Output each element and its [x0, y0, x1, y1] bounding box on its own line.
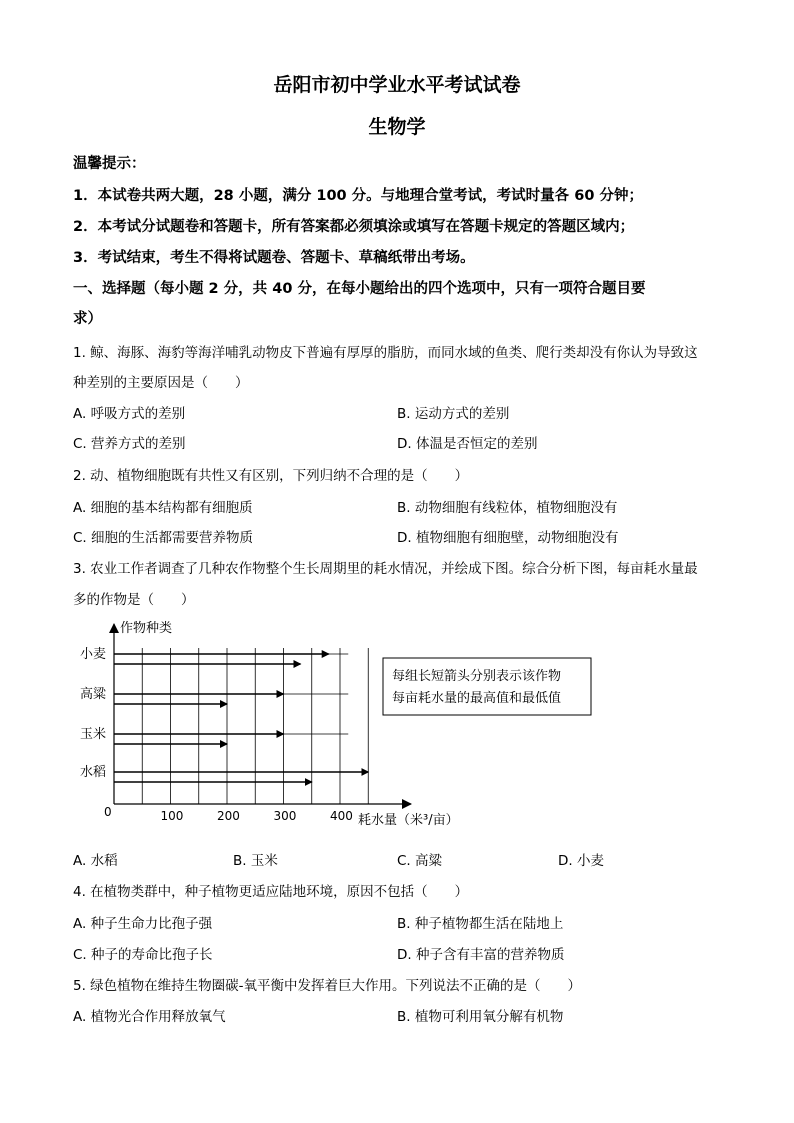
- option-a: A. 细胞的基本结构都有细胞质: [73, 500, 253, 516]
- subject-title: 生物学: [368, 116, 426, 138]
- tips-heading: 温馨提示：: [73, 156, 146, 172]
- option-d: D. 小麦: [558, 853, 604, 869]
- option-c: C. 细胞的生活都需要营养物质: [73, 530, 254, 546]
- option-d: D. 植物细胞有细胞壁，动物细胞没有: [397, 530, 619, 546]
- question-stem-cont: 多的作物是（ ）: [73, 592, 195, 608]
- x-tick-label: 100: [160, 809, 184, 823]
- option-d: D. 体温是否恒定的差别: [397, 436, 538, 452]
- x-tick-label: 300: [273, 809, 297, 823]
- option-c: C. 种子的寿命比孢子长: [73, 947, 213, 963]
- category-label: 玉米: [80, 727, 107, 742]
- note-box: [383, 658, 591, 715]
- question-stem: 5. 绿色植物在维持生物圈碳-氧平衡中发挥着巨大作用。下列说法不正确的是（ ）: [73, 978, 582, 994]
- option-a: A. 水稻: [73, 853, 118, 869]
- question-stem: 3. 农业工作者调查了几种农作物整个生长周期里的耗水情况，并绘成下图。综合分析下图，每亩耗水量最: [73, 561, 698, 577]
- note-line: 每亩耗水量的最高值和最低值: [392, 691, 562, 706]
- category-label: 水稻: [80, 765, 107, 780]
- option-a: A. 植物光合作用释放氧气: [73, 1009, 226, 1025]
- origin-label: 0: [104, 805, 112, 819]
- option-c: C. 营养方式的差别: [73, 436, 186, 452]
- section-title: 一、选择题（每小题 2 分，共 40 分，在每小题给出的四个选项中，只有一项符合题目要: [73, 281, 646, 297]
- option-a: A. 呼吸方式的差别: [73, 406, 186, 422]
- option-b: B. 动物细胞有线粒体，植物细胞没有: [397, 500, 618, 516]
- tip-item: 2．本考试分试题卷和答题卡，所有答案都必须填涂或填写在答题卡规定的答题区域内；: [73, 219, 635, 235]
- y-axis-label: 作物种类: [120, 621, 173, 636]
- option-b: B. 种子植物都生活在陆地上: [397, 916, 564, 932]
- option-b: B. 运动方式的差别: [397, 406, 510, 422]
- exam-title: 岳阳市初中学业水平考试试卷: [273, 74, 521, 96]
- question-stem: 4. 在植物类群中，种子植物更适应陆地环境，原因不包括（ ）: [73, 884, 469, 900]
- note-line: 每组长短箭头分别表示该作物: [392, 669, 562, 684]
- option-b: B. 植物可利用氧分解有机物: [397, 1009, 564, 1025]
- tip-item: 1．本试卷共两大题，28 小题，满分 100 分。与地理合堂考试，考试时量各 60 分钟；: [73, 188, 643, 204]
- option-d: D. 种子含有丰富的营养物质: [397, 947, 565, 963]
- question-stem: 2. 动、植物细胞既有共性又有区别，下列归纳不合理的是（ ）: [73, 468, 469, 484]
- option-a: A. 种子生命力比孢子强: [73, 916, 213, 932]
- x-axis-label: 耗水量（米³/亩）: [358, 813, 459, 828]
- question-stem-cont: 种差别的主要原因是（ ）: [73, 375, 249, 391]
- category-label: 小麦: [80, 647, 107, 662]
- category-label: 高粱: [80, 687, 107, 702]
- water-consumption-chart: [76, 616, 616, 840]
- tip-item: 3．考试结束，考生不得将试题卷、答题卡、草稿纸带出考场。: [73, 250, 475, 266]
- x-tick-label: 200: [217, 809, 240, 823]
- question-stem: 1. 鲸、海豚、海豹等海洋哺乳动物皮下普遍有厚厚的脂肪，而同水域的鱼类、爬行类却没有你认为导致这: [73, 345, 698, 361]
- chart-svg: [76, 616, 616, 836]
- option-b: B. 玉米: [233, 853, 278, 869]
- option-c: C. 高粱: [397, 853, 443, 869]
- x-tick-label: 400: [330, 809, 353, 823]
- section-title-cont: 求）: [73, 311, 102, 327]
